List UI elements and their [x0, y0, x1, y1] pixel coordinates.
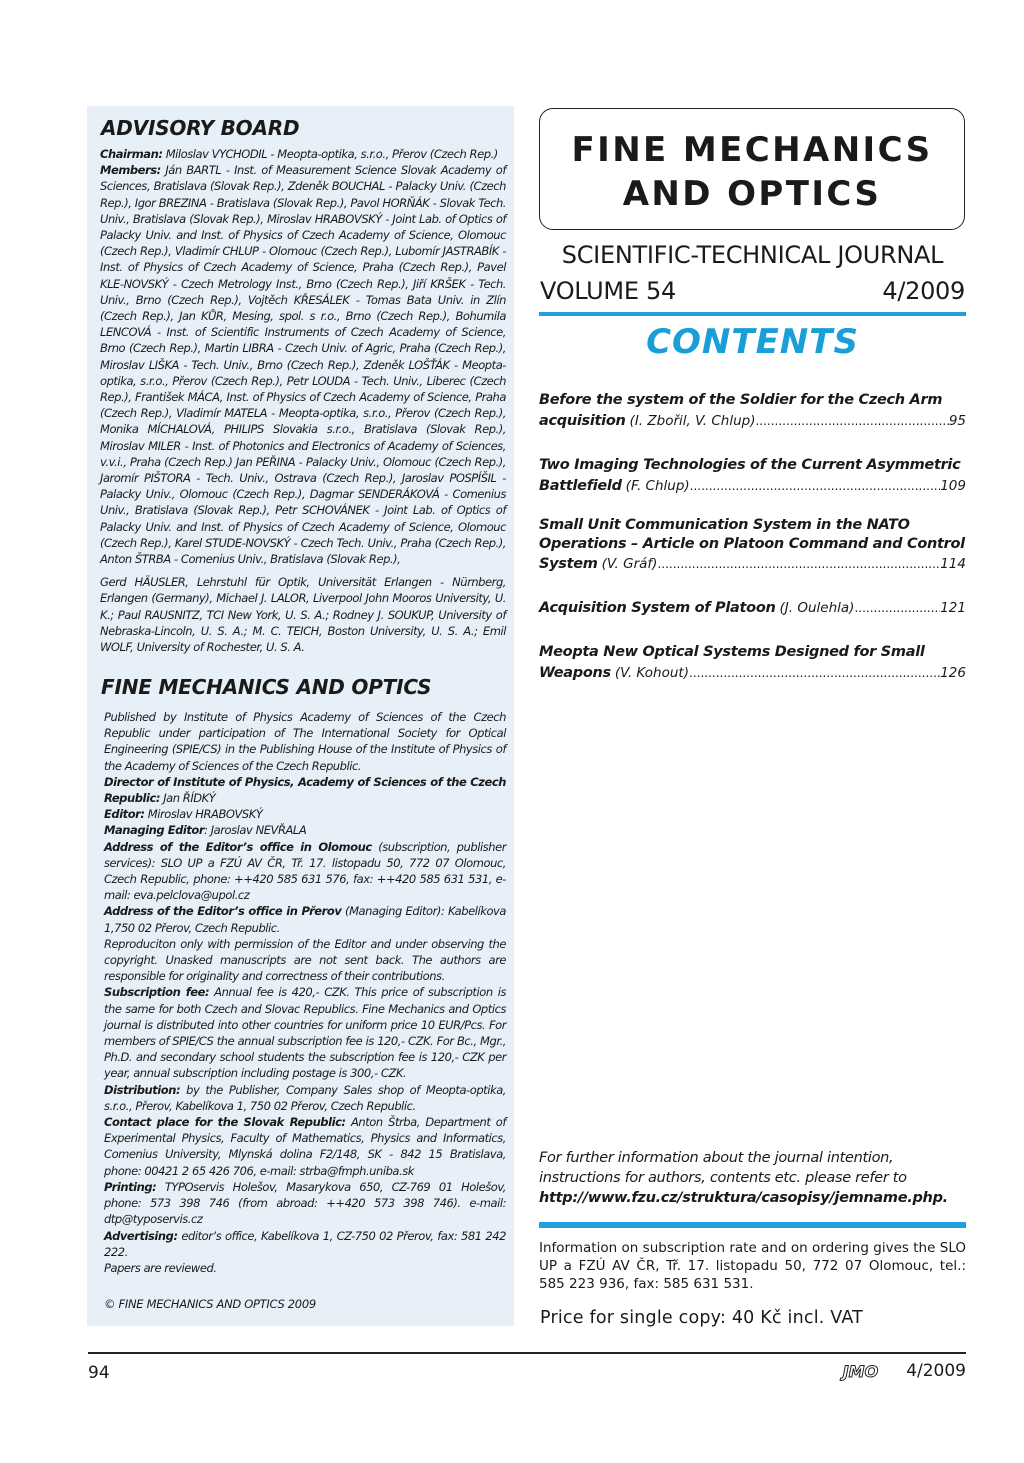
- toc-leader: [755, 411, 948, 432]
- toc-authors: (V. Kohout): [614, 665, 689, 681]
- slovak-contact: [104, 1114, 506, 1179]
- journal-title-line1: FINE MECHANICS: [571, 130, 933, 170]
- fee-label: Subscription fee:: [104, 985, 210, 1000]
- published-by: Published by Institute of Physics Academy of Sciences of the Czech Republic under participation of The International Society for Optical Engineering (SPIE/CS) in the Publishing House of the Institute of Physics of the Academy of Sciences of the Czech Republic.: [104, 710, 506, 773]
- subscription-info: Information on subscription rate and on ordering gives the SLO UP a FZÚ AV ČR, Tř. 17. listopadu 50, 772 07 Olomouc, tel.: 585 223 936, fax: 585 631 531.: [539, 1240, 966, 1292]
- toc-title: Before the system of the Soldier for the Czech Arm: [539, 392, 943, 408]
- toc-authors: (I. Zbořil, V. Chlup): [629, 413, 756, 429]
- footer-rule: [88, 1352, 966, 1354]
- board-members: [100, 146, 506, 567]
- toc-authors: (J. Oulehla): [779, 600, 855, 616]
- olomouc-value: (subscription, publisher services): SLO UP a FZÚ AV ČR, Tř. 17. listopadu 50, 772 07 Olomouc, Czech Republic, phone: ++420 585 631 576, fax: ++420 585 631 531, e-mail: eva.pelclova@upol.cz: [104, 839, 506, 903]
- olomouc-address: [104, 839, 506, 904]
- director-label: Director of Institute of Physics, Academy of Sciences of the Czech Republic:: [104, 774, 506, 806]
- toc-title-end: System: [539, 556, 598, 572]
- toc-title: Two Imaging Technologies of the Current Asymmetric: [539, 457, 961, 473]
- publisher-info: [104, 709, 506, 1276]
- editor-value: Miroslav HRABOVSKÝ: [144, 807, 263, 822]
- advertising: [104, 1228, 506, 1260]
- distribution-label: Distribution:: [104, 1082, 181, 1097]
- managing-value: : Jaroslav NEVŘALA: [204, 823, 307, 838]
- toc-authors: (V. Gráf): [601, 556, 658, 572]
- advisory-board-text: [100, 146, 506, 655]
- jmo-logo: JMO: [842, 1361, 879, 1381]
- toc-authors: (F. Chlup): [625, 478, 690, 494]
- director-line: [104, 774, 506, 806]
- members-text: Ján BARTL - Inst. of Measurement Science Slovak Academy of Sciences, Bratislava (Slovak Rep.), Zdeněk BOUCHAL - Palacky Univ. (Czech Rep.), Igor BREZINA - Bratislava (Slovak Rep.), Pavol HORŇÁK - Slovak Tech. Univ., Bratislava (Slovak Rep.), Miroslav HRABOVSKÝ - Joint Lab. of Optics of Palacky Univ. and Inst. of Physics of Czech Academy of Science, Olomouc (Czech Rep.), Vladimír CHLUP - Olomouc (Czech Rep.), Lubomír JASTRABÍK - Inst. of Physics of Czech Academy of Science, Praha (Czech Rep.), Pavel KLE-NOVSKÝ - Czech Metrology Inst., Brno (Czech Rep.), Jiří KRŠEK - Tech. Univ., Brno (Czech Rep.), Vojtěch KŘESÁLEK - Tomas Bata Univ. in Zlín (Czech Rep.), Jan KŮR, Mesing, spol. s r.o., Brno (Czech Rep.), Bohumila LENCOVÁ - Inst. of Scientific Instruments of Czech Academy of Science, Brno (Czech Rep.), Martin LIBRA - Czech Univ. of Agric, Praha (Czech Rep.), Miroslav LIŠKA - Tech. Univ., Brno (Czech Rep.), Zdeněk LOŠŤÁK - Meopta-optika, s.r.o., Přerov (Czech Rep.), Petr LOUDA - Tech. Univ., Liberec (Czech Rep.), František MÁCA, Inst. of Physics of Czech Academy of Science, Praha (Czech Rep.), Vladimír MATELA - Meopta-optika, s.r.o., Přerov (Czech Rep.), Monika MÍCHALOVÁ, PHILIPS Slovakia s.r.o., Bratislava (Slovak Rep.), Miroslav MILER - Inst. of Photonics and Electronics of Academy of Sciences, v.v.i., Praha (Czech Rep.) Jan PEŘINA - Palacky Univ., Olomouc (Czech Rep.), Jaromír PIŠTORA - Tech. Univ., Ostrava (Czech Rep.), Jaroslav POSPÍŠIL - Palacky Univ., Olomouc (Czech Rep.), Dagmar SENDERÁKOVÁ - Comenius Univ., Bratislava (Slovak Rep.), Petr SCHOVÁNEK - Joint Lab. of Optics of Palacky Univ. and Inst. of Physics of Czech Academy of Science, Olomouc (Czech Rep.), Karel STUDE-NOVSKÝ - Czech Tech. Univ., Praha (Czech Rep.), Anton ŠTRBA - Comenius Univ., Bratislava (Slovak Rep.),: [100, 163, 506, 567]
- toc-entry[interactable]: [539, 390, 966, 432]
- journal-url-link[interactable]: http://www.fzu.cz/struktura/casopisy/jemname.php.: [539, 1190, 948, 1206]
- toc-page: 114: [940, 556, 966, 572]
- toc-entry[interactable]: [539, 516, 966, 575]
- toc-leader: [854, 598, 940, 619]
- prerov-address: [104, 903, 506, 935]
- journal-subtitle: SCIENTIFIC-TECHNICAL JOURNAL: [561, 241, 944, 269]
- prerov-label: Address of the Editor’s office in Přerov: [104, 904, 342, 919]
- toc-title-end: acquisition: [539, 413, 626, 429]
- fee-value: Annual fee is 420,- CZK. This price of subscription is the same for both Czech and Slovac Republics. Fine Mechanics and Optics journal is distributed into other countries for uniform price 10 EUR/Pcs. For members of SPIE/CS the annual subscription fee is 120,- CZK. For Bc., Mgr., Ph.D. and secondary school students the subscription fee is 120,- CZK per year, annual subscription including postage is 300,- CZK.: [104, 985, 506, 1081]
- footer-right: [843, 1361, 966, 1381]
- slovak-label: Contact place for the Slovak Republic:: [104, 1115, 346, 1130]
- printing-label: Printing:: [104, 1179, 157, 1194]
- advisory-board-heading: ADVISORY BOARD: [101, 116, 300, 140]
- footer-issue: 4/2009: [906, 1361, 966, 1381]
- international-members: Gerd HÄUSLER, Lehrstuhl für Optik, Universität Erlangen - Nürnberg, Erlangen (Germany), Michael J. LALOR, Liverpool John Mooros University, U. K.; Paul RAUSNITZ, TCI New York, U. S. A.; Rodney J. SOUKUP, University of Nebraska-Lincoln, U. S. A.; M. C. TEICH, Boston University, U. S. A.; Emil WOLF, University of Rochester, U. S. A.: [100, 575, 506, 655]
- chairman-label: Chairman:: [100, 147, 163, 161]
- page-number: 94: [88, 1363, 110, 1383]
- printing: [104, 1179, 506, 1228]
- top-blue-rule: [539, 312, 966, 316]
- toc-entry[interactable]: [539, 642, 966, 684]
- bottom-blue-rule: [539, 1222, 966, 1228]
- toc-page: 126: [940, 665, 966, 681]
- toc-title-end: Acquisition System of Platoon: [539, 600, 776, 616]
- journal-title-line2: AND OPTICS: [622, 174, 882, 214]
- toc-leader: [690, 476, 941, 497]
- toc-entry[interactable]: [539, 598, 966, 619]
- copyright: © FINE MECHANICS AND OPTICS 2009: [104, 1297, 316, 1311]
- printing-value: TYPOservis Holešov, Masarykova 650, CZ-769 01 Holešov, phone: 573 398 746 (from abroad: ++420 573 398 746). e-mail: dtp@typoservis.cz: [104, 1179, 506, 1227]
- toc-page: 95: [948, 413, 966, 429]
- toc-title-end: Weapons: [539, 665, 611, 681]
- further-info: [539, 1148, 966, 1208]
- volume-line: [540, 277, 965, 305]
- toc-leader: [657, 554, 940, 575]
- journal-title-box: [539, 108, 965, 230]
- distribution: [104, 1082, 506, 1114]
- reviewed-note: Papers are reviewed.: [104, 1260, 217, 1275]
- advertising-value: editor’s office, Kabelíkova 1, CZ-750 02 Přerov, fax: 581 242 222.: [104, 1228, 506, 1259]
- toc-page: 109: [940, 478, 966, 494]
- volume-number: VOLUME 54: [540, 277, 676, 305]
- publisher-heading: FINE MECHANICS AND OPTICS: [101, 675, 432, 699]
- toc-page: 121: [940, 600, 966, 616]
- subscription-fee: [104, 984, 506, 1081]
- editor-label: Editor:: [104, 807, 145, 822]
- managing-label: Managing Editor: [104, 823, 205, 838]
- editor-line: [104, 806, 506, 822]
- toc-leader: [689, 663, 940, 684]
- prerov-value: (Managing Editor): Kabelíkova 1,750 02 Přerov, Czech Republic.: [104, 904, 506, 935]
- managing-editor-line: [104, 822, 506, 838]
- members-label: Members:: [100, 163, 161, 178]
- olomouc-label: Address of the Editor’s office in Olomouc: [104, 839, 372, 854]
- toc-entry[interactable]: [539, 455, 966, 497]
- distribution-value: by the Publisher, Company Sales shop of Meopta-optika, s.r.o., Přerov, Kabelíkova 1, 750 02 Přerov, Czech Republic.: [104, 1082, 506, 1113]
- toc-title: Small Unit Communication System in the NATO Operations – Article on Platoon Command and Control: [539, 517, 965, 552]
- director-value: Jan ŘÍDKÝ: [159, 791, 216, 806]
- contents-heading: CONTENTS: [646, 322, 859, 362]
- reproduction-note: Reproduciton only with permission of the Editor and under observing the copyright. Unasked manuscripts are not sent back. The authors are responsible for originality and correctness of their contributions.: [104, 936, 506, 984]
- single-copy-price: Price for single copy: 40 Kč incl. VAT: [540, 1308, 864, 1328]
- slovak-value: Anton Štrba, Department of Experimental Physics, Faculty of Mathematics, Physics and Informatics, Comenius University, Mlynská dolina F2/148, SK - 842 15 Bratislava, phone: 00421 2 65 426 706, e-mail: strba@fmph.uniba.sk: [104, 1115, 506, 1178]
- further-info-text: For further information about the journal intention, instructions for authors, contents etc. please refer to: [539, 1150, 907, 1186]
- advertising-label: Advertising:: [104, 1228, 178, 1243]
- issue-number: 4/2009: [882, 277, 965, 305]
- toc-title: Meopta New Optical Systems Designed for Small: [539, 644, 925, 660]
- chairman-text: Miloslav VYCHODIL - Meopta-optika, s.r.o., Přerov (Czech Rep.): [162, 147, 498, 161]
- toc-title-end: Battlefield: [539, 478, 622, 494]
